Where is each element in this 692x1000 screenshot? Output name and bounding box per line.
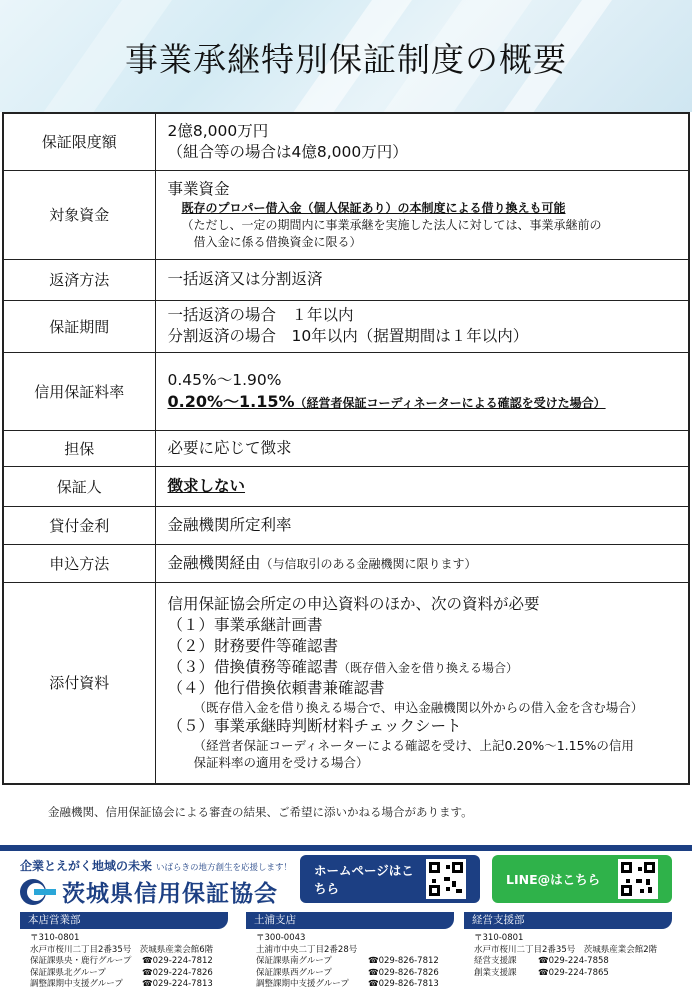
document-note: （経営者保証コーディネーターによる確認を受け、上記0.20%～1.15%の信用 — [193, 738, 634, 754]
document-item: （３）借換債務等確認書（既存借入金を借り換える場合） — [167, 658, 519, 677]
branch-management-support — [464, 912, 672, 979]
row-label: 担保 — [3, 430, 155, 466]
overview-table — [2, 112, 690, 785]
org-logo — [20, 875, 278, 908]
page-title: 事業承継特別保証制度の概要 — [125, 40, 567, 79]
homepage-button[interactable] — [300, 855, 480, 903]
contact-row: 経営支援課 ☎029-224-7858 — [474, 956, 609, 966]
footer-divider — [0, 845, 692, 851]
catchphrase: 企業とえがく地域の未来 いばらきの地方創生を応援します！ — [20, 859, 293, 873]
table-row — [3, 430, 689, 466]
lump-sum-period: 一括返済の場合 １年以内 — [167, 306, 354, 324]
row-label: 返済方法 — [3, 259, 155, 300]
table-row — [3, 506, 689, 544]
branch-name: 経営支援部 — [464, 912, 672, 929]
proviso-line-2: 借入金に係る借換資金に限る） — [193, 234, 362, 249]
row-label: 対象資金 — [3, 170, 155, 259]
row-value: 金融機関所定利率 — [155, 506, 689, 544]
document-item: （１）事業承継計画書 — [167, 616, 323, 635]
postal-code: 〒310-0801 — [30, 933, 80, 943]
qr-code-icon — [426, 859, 466, 899]
funds-type: 事業資金 — [167, 179, 230, 198]
table-row — [3, 170, 689, 259]
row-value — [155, 582, 689, 784]
branch-name: 本店営業部 — [20, 912, 228, 929]
org-name: 茨城県信用保証協会 — [62, 881, 278, 907]
row-value — [155, 544, 689, 582]
address: 土浦市中央二丁目2番28号 — [256, 944, 358, 955]
refinance-note: 既存のプロパー借入金（個人保証あり）の本制度による借り換えも可能 — [181, 200, 566, 215]
line-label: LINE@はこちら — [506, 872, 601, 887]
row-value: 一括返済又は分割返済 — [155, 259, 689, 300]
row-label: 保証限度額 — [3, 113, 155, 170]
row-label: 申込方法 — [3, 544, 155, 582]
row-label: 貸付金利 — [3, 506, 155, 544]
contact-row: 保証課県南グループ ☎029-826-7812 — [256, 956, 439, 966]
address: 水戸市桜川二丁目2番35号 茨城県産業会館2階 — [474, 944, 658, 955]
table-row — [3, 466, 689, 506]
application-route-note: （与信取引のある金融機関に限ります） — [260, 556, 477, 571]
qr-code-icon — [618, 859, 658, 899]
row-value — [155, 113, 689, 170]
line-button[interactable] — [492, 855, 672, 903]
document-note: （既存借入金を借り換える場合で、申込金融機関以外からの借入金を含む場合） — [193, 700, 644, 716]
header-banner — [0, 0, 692, 112]
disclaimer: 金融機関、信用保証協会による審査の結果、ご希望に添いかねる場合があります。 — [48, 805, 473, 819]
contact-row: 調整課期中支援グループ ☎029-224-7813 — [30, 979, 213, 989]
contact-row: 創業支援課 ☎029-224-7865 — [474, 967, 609, 978]
branch-name: 土浦支店 — [246, 912, 454, 929]
document-note: 保証料率の適用を受ける場合） — [193, 755, 369, 771]
document-item: （５）事業承継時判断材料チェックシート — [167, 717, 462, 736]
document-item: （２）財務要件等確認書 — [167, 637, 339, 656]
contact-row: 保証課県西グループ ☎029-826-7826 — [256, 967, 439, 978]
row-label: 保証人 — [3, 466, 155, 506]
table-row — [3, 544, 689, 582]
row-value: 必要に応じて徴求 — [155, 430, 689, 466]
limit-amount-note: （組合等の場合は4億8,000万円） — [167, 142, 408, 161]
documents-intro: 信用保証協会所定の申込資料のほか、次の資料が必要 — [167, 595, 540, 614]
reduced-rate-line — [168, 391, 689, 413]
application-route: 金融機関経由 — [167, 553, 261, 572]
row-value — [155, 170, 689, 259]
postal-code: 〒310-0801 — [474, 933, 524, 943]
table-row — [3, 300, 689, 352]
guarantor-value: 徴求しない — [167, 476, 246, 495]
reduced-rate-note: （経営者保証コーディネーターによる確認を受けた場合） — [294, 395, 606, 410]
table-row — [3, 259, 689, 300]
standard-rate: 0.45%～1.90% — [167, 370, 282, 389]
row-value — [155, 352, 689, 430]
document-item: （４）他行借換依頼書兼確認書 — [167, 679, 385, 698]
branch-tsuchiura — [246, 912, 454, 991]
contact-row: 保証課県北グループ ☎029-224-7826 — [30, 967, 213, 978]
footer — [0, 845, 692, 1000]
address: 水戸市桜川二丁目2番35号 茨城県産業会館6階 — [30, 944, 214, 955]
contact-row: 保証課県央・鹿行グループ ☎029-224-7812 — [30, 956, 213, 966]
limit-amount: 2億8,000万円 — [167, 121, 269, 140]
row-label: 信用保証料率 — [3, 352, 155, 430]
table-row — [3, 352, 689, 430]
homepage-label: ホームページはこちら — [314, 863, 414, 896]
branch-head-office — [20, 912, 228, 991]
postal-code: 〒300-0043 — [256, 933, 306, 943]
table-row — [3, 113, 689, 170]
table-row — [3, 582, 689, 784]
row-label: 保証期間 — [3, 300, 155, 352]
row-value — [155, 300, 689, 352]
proviso-line-1: （ただし、一定の期間内に事業承継を実施した法人に対しては、事業承継前の — [181, 217, 602, 232]
row-value — [155, 466, 689, 506]
reduced-rate: 0.20%～1.15% — [167, 391, 295, 411]
installment-period: 分割返済の場合 10年以内（据置期間は１年以内） — [167, 327, 529, 345]
row-label: 添付資料 — [3, 582, 155, 784]
logo-mark-icon — [20, 879, 56, 905]
contact-row: 調整課期中支援グループ ☎029-826-7813 — [256, 979, 439, 989]
